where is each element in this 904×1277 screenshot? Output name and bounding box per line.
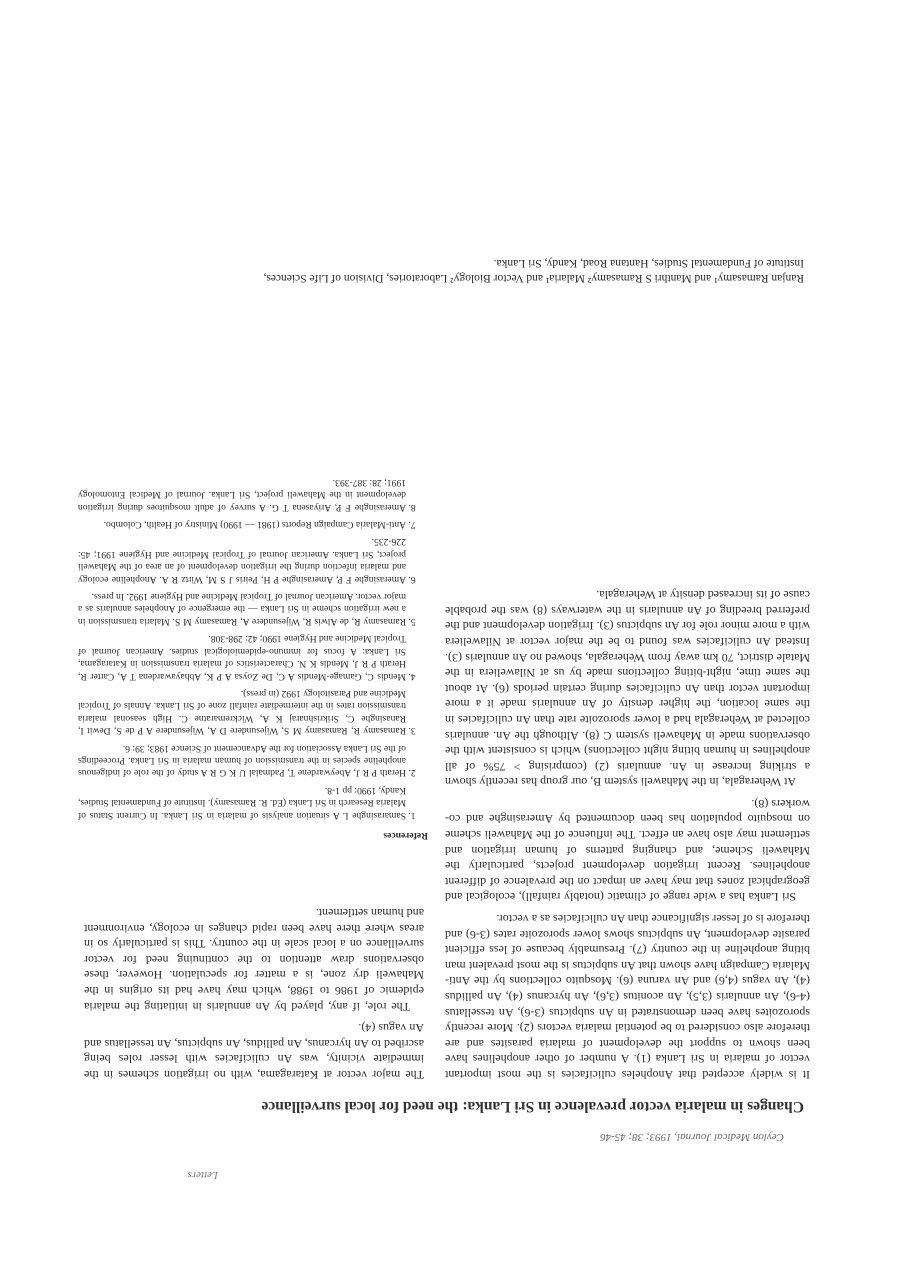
references-heading: References [383, 830, 428, 841]
reference-item: 5. Ramasamy R, de Alwis R, Wijesundere A, Ramasamy M S. Malaria transmission in a new irrigation scheme in Sri Lanka — the emergence of Anopheles annularis as a major vector. American Journal of Tropical Medicine and Hygiene 1992. In press. [78, 590, 406, 627]
paragraph: At Weheragala, in the Mahaweli system B, our group has recently shown a striking increase in An. annularis (2) (comprising > 75% of all anophelines in human biting night collections) which is consistent with the observations made in Mahaweli system C (8). Although the An. annularis collected at Weheragala had a lower sporozoite rate than An culicifacies in the same location, the higher density of An annularis made it a more important vector than An culicifacies during certain periods (6). At about the same time, night-biting collections made by us at Nilaweliera in the Matale district, 70 km away from Weheragala, showed no An annularis (3). Instead An culicifacies was found to be the major vector at Nilaweliera with a more minor role for An subpictus (3). Irrigation development and the preferred breeding of An annularis in the waterways (8) was the probable cause of its increased density at Weheragala. [445, 588, 810, 790]
article-title: Changes in malaria vector prevalence in Sri Lanka: the need for local surveillance [261, 1098, 804, 1115]
reference-item: 7. Anti-Malaria Campaign Reports (1981 — 1990) Ministry of Health, Colombo. [78, 518, 406, 530]
reference-item: 3. Ramasamy R, Ramasamy M S, Wijesundere D A, Wijesundere A P de S, Dewit I, Ranasinghe C, Srikrishnaraj K A, Wickremaratne C. High seasonal malaria transmission rates in the intermediate rainfall zone of Sri Lanka. Annals of Tropical Medicine and Parasitology 1992 (in press). [78, 687, 406, 737]
section-label: Letters [187, 1169, 218, 1181]
references [78, 470, 428, 841]
reference-item: 4. Mendis C, Gamage-Mendis A C, De Zoysa A P K, Abhayawardena T A, Carter R, Herath P R J, Mendis K N. Characteristics of malaria transmission in Kataragama, Sri Lanka: A focus for immuno-epidemiological studies. American Journal of Tropical Medicine and Hygiene 1990; 42: 298-308. [78, 632, 406, 682]
author-text: Ranjan Ramasamy¹ and Manthri S Ramasamy² Malaria¹ and Vector Biology² Laboratories, Division of Life Sciences, Institute of Fundamental Studies, Hantana Road, Kandy, Sri Lanka. [263, 257, 804, 284]
author-affiliation [244, 256, 804, 285]
reference-item: 2. Herath P R J, Abeywardene T, Padmalal U K G R A study of the role of indigenous anopheline species in the transmission of human malaria in Sri Lanka. Proceedings of the Sri Lanka Association for the Advancement of Science 1983; 39: 6. [78, 741, 406, 778]
paragraph: It is widely accepted that Anopheles culicifacies is the most important vector of malaria in Sri Lanka (1). A number of other anophelines have been shown to support the development of malaria parasites and are therefore also considered to be potential malaria vectors (2). More recently sporozoites have been demonstrated in An subpictus (3-6), An tessellatus (4-6), An annularis (3,5), An aconitus (3,6), An hyrcanus (4), An pallidus (4), An vagus (4,6) and An varuna (6). Mosquito collections by the Anti-Malaria Campaign have shown that An subpictus is the most prevalent man biting anopheline in the country (7). Presumably because of less efficient parasite development, An subpictus shows lower sporozoite rates (3-6) and therefore is of lesser significance than An culicifacies as a vector. [445, 912, 810, 1082]
paragraph: The major vector at Kataragama, with no irrigation schemes in the immediate vicinity, was An culicifacies with lesser roles being ascribed to An hyrcanus, An pallidus, An subpictus, An tessellatus and An vagus (4). [84, 1021, 424, 1082]
journal-citation: Ceylon Medical Journal, 1993; 38; 45-46 [600, 1131, 784, 1143]
reference-list [78, 475, 428, 820]
paragraph: Sri Lanka has a wide range of climatic (notably rainfall), ecological and geographical zones that may have an impact on the prevalence of different anophelines. Recent irrigation development projects, particularly the Mahaweli Scheme, and changing patterns of human irrigation and settlement may also have an effect. The influence of the Mahaweli scheme on mosquito population has been documented by Amerasinghe and co-workers (8). [445, 796, 810, 905]
reference-item: 1. Samarasinghe L A situation analysis of malaria in Sri Lanka. In Current Status of Malaria Research in Sri Lanka (Ed. R. Ramasamy). Institute of Fundamental Studies, Kandy, 1990: pp 1-8. [78, 783, 406, 820]
paragraph: The role, if any, played by An annularis in initiating the malaria epidemic of 1986 to 1988, which may have had its origins in the Mahaweli dry zone, is a matter for speculation. However, these observations draw attention to the continuing need for vector surveillance on a local scale in the country. This is particularly so in areas where there have been rapid changes in ecology, environment and human settlement. [84, 906, 424, 1014]
reference-item: 6. Amerasinghe F P, Amerasinghe P H, Peiris J S M, Wirtz R A. Anopheline ecology and malaria infection during the irrigation development of an area of the Mahaweli project, Sri Lanka. American Journal of Tropical Medicine and Hygiene 1991; 45: 226-235. [78, 535, 406, 585]
right-column [84, 898, 424, 1082]
left-column [445, 581, 810, 1082]
reference-item: 8. Amerasinghe F P, Ariyasena T G. A survey of adult mosquitoes during irrigation development in the Mahaweli project, Sri Lanka. Journal of Medical Entomology 1991; 28: 387-393. [78, 475, 406, 512]
